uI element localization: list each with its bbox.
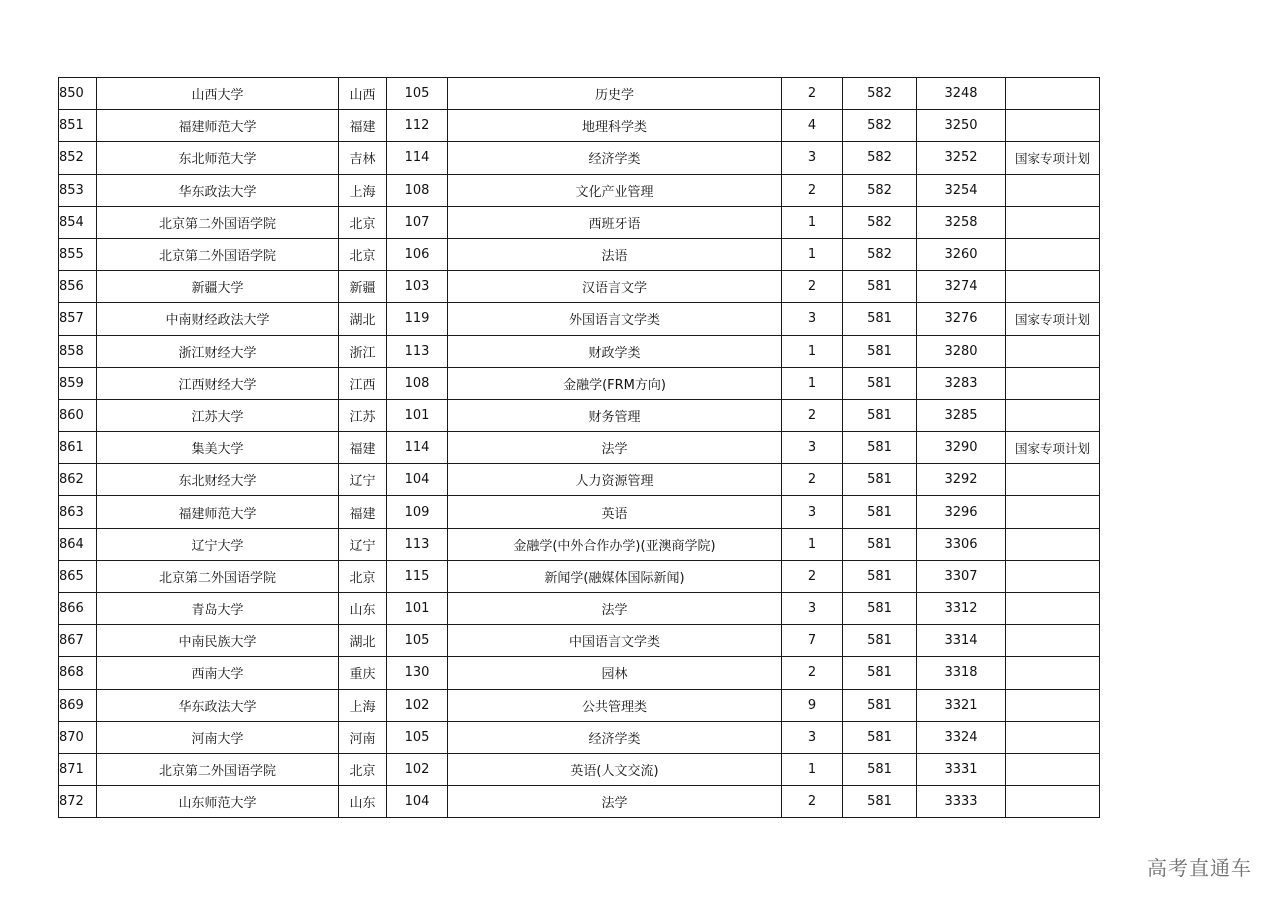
cell-plan: 2 — [782, 464, 843, 496]
cell-province: 福建 — [339, 496, 387, 528]
cell-major-code: 101 — [387, 399, 448, 431]
cell-major-code: 114 — [387, 432, 448, 464]
cell-school: 山西大学 — [97, 78, 339, 110]
cell-score: 581 — [843, 560, 917, 592]
cell-score: 581 — [843, 528, 917, 560]
cell-major-code: 114 — [387, 142, 448, 174]
cell-province: 上海 — [339, 689, 387, 721]
cell-score: 582 — [843, 238, 917, 270]
cell-note — [1006, 271, 1100, 303]
cell-plan: 1 — [782, 753, 843, 785]
cell-score: 581 — [843, 335, 917, 367]
cell-note — [1006, 657, 1100, 689]
cell-school: 北京第二外国语学院 — [97, 753, 339, 785]
cell-school: 青岛大学 — [97, 593, 339, 625]
cell-major-code: 104 — [387, 786, 448, 818]
cell-school: 华东政法大学 — [97, 689, 339, 721]
watermark-text: 高考直通车 — [1147, 856, 1252, 880]
cell-major-code: 106 — [387, 238, 448, 270]
cell-index: 868 — [59, 657, 97, 689]
cell-note — [1006, 238, 1100, 270]
cell-major: 人力资源管理 — [448, 464, 782, 496]
cell-school: 华东政法大学 — [97, 174, 339, 206]
cell-note: 国家专项计划 — [1006, 142, 1100, 174]
cell-province: 新疆 — [339, 271, 387, 303]
cell-plan: 3 — [782, 432, 843, 464]
cell-index: 872 — [59, 786, 97, 818]
cell-index: 856 — [59, 271, 97, 303]
cell-major: 外国语言文学类 — [448, 303, 782, 335]
cell-index: 858 — [59, 335, 97, 367]
cell-school: 福建师范大学 — [97, 496, 339, 528]
cell-score: 581 — [843, 303, 917, 335]
cell-school: 西南大学 — [97, 657, 339, 689]
cell-major: 财政学类 — [448, 335, 782, 367]
cell-major-code: 103 — [387, 271, 448, 303]
cell-rank: 3296 — [917, 496, 1006, 528]
table-row — [59, 335, 1100, 367]
cell-rank: 3307 — [917, 560, 1006, 592]
table-row — [59, 464, 1100, 496]
cell-rank: 3312 — [917, 593, 1006, 625]
table-row — [59, 753, 1100, 785]
cell-major-code: 102 — [387, 689, 448, 721]
cell-rank: 3258 — [917, 206, 1006, 238]
cell-rank: 3285 — [917, 399, 1006, 431]
cell-province: 河南 — [339, 721, 387, 753]
cell-rank: 3292 — [917, 464, 1006, 496]
table-row — [59, 78, 1100, 110]
cell-major: 经济学类 — [448, 142, 782, 174]
cell-index: 869 — [59, 689, 97, 721]
cell-score: 581 — [843, 432, 917, 464]
cell-rank: 3333 — [917, 786, 1006, 818]
cell-school: 山东师范大学 — [97, 786, 339, 818]
cell-plan: 2 — [782, 78, 843, 110]
cell-major-code: 105 — [387, 625, 448, 657]
cell-school: 江西财经大学 — [97, 367, 339, 399]
cell-rank: 3283 — [917, 367, 1006, 399]
cell-major: 西班牙语 — [448, 206, 782, 238]
cell-plan: 3 — [782, 142, 843, 174]
cell-note — [1006, 78, 1100, 110]
cell-note — [1006, 593, 1100, 625]
table-row — [59, 110, 1100, 142]
cell-plan: 2 — [782, 657, 843, 689]
table-row — [59, 142, 1100, 174]
cell-index: 857 — [59, 303, 97, 335]
table-row — [59, 721, 1100, 753]
cell-rank: 3314 — [917, 625, 1006, 657]
cell-plan: 1 — [782, 238, 843, 270]
cell-score: 581 — [843, 721, 917, 753]
cell-rank: 3260 — [917, 238, 1006, 270]
cell-note: 国家专项计划 — [1006, 432, 1100, 464]
cell-province: 湖北 — [339, 625, 387, 657]
cell-school: 北京第二外国语学院 — [97, 206, 339, 238]
cell-rank: 3331 — [917, 753, 1006, 785]
cell-score: 582 — [843, 206, 917, 238]
cell-major-code: 109 — [387, 496, 448, 528]
cell-school: 中南财经政法大学 — [97, 303, 339, 335]
cell-school: 东北师范大学 — [97, 142, 339, 174]
cell-index: 863 — [59, 496, 97, 528]
cell-province: 福建 — [339, 110, 387, 142]
table-row — [59, 689, 1100, 721]
cell-school: 浙江财经大学 — [97, 335, 339, 367]
cell-province: 江西 — [339, 367, 387, 399]
cell-school: 河南大学 — [97, 721, 339, 753]
cell-province: 湖北 — [339, 303, 387, 335]
cell-plan: 3 — [782, 593, 843, 625]
cell-score: 582 — [843, 110, 917, 142]
cell-index: 861 — [59, 432, 97, 464]
cell-plan: 2 — [782, 174, 843, 206]
cell-major: 英语(人文交流) — [448, 753, 782, 785]
cell-score: 581 — [843, 689, 917, 721]
cell-major: 园林 — [448, 657, 782, 689]
cell-major: 地理科学类 — [448, 110, 782, 142]
cell-province: 山东 — [339, 593, 387, 625]
cell-note — [1006, 496, 1100, 528]
cell-note — [1006, 786, 1100, 818]
cell-note — [1006, 753, 1100, 785]
cell-rank: 3274 — [917, 271, 1006, 303]
cell-index: 871 — [59, 753, 97, 785]
cell-index: 851 — [59, 110, 97, 142]
cell-major: 历史学 — [448, 78, 782, 110]
cell-plan: 2 — [782, 399, 843, 431]
cell-major: 文化产业管理 — [448, 174, 782, 206]
cell-major-code: 130 — [387, 657, 448, 689]
cell-major-code: 113 — [387, 335, 448, 367]
cell-score: 581 — [843, 271, 917, 303]
cell-school: 东北财经大学 — [97, 464, 339, 496]
cell-major: 公共管理类 — [448, 689, 782, 721]
cell-rank: 3290 — [917, 432, 1006, 464]
cell-score: 581 — [843, 399, 917, 431]
cell-school: 新疆大学 — [97, 271, 339, 303]
cell-note — [1006, 625, 1100, 657]
cell-index: 853 — [59, 174, 97, 206]
cell-note — [1006, 367, 1100, 399]
cell-rank: 3276 — [917, 303, 1006, 335]
cell-major-code: 115 — [387, 560, 448, 592]
cell-school: 集美大学 — [97, 432, 339, 464]
cell-note — [1006, 174, 1100, 206]
cell-major-code: 108 — [387, 367, 448, 399]
cell-rank: 3306 — [917, 528, 1006, 560]
cell-major-code: 113 — [387, 528, 448, 560]
cell-plan: 1 — [782, 206, 843, 238]
table-row — [59, 399, 1100, 431]
cell-province: 辽宁 — [339, 528, 387, 560]
cell-score: 582 — [843, 142, 917, 174]
cell-province: 辽宁 — [339, 464, 387, 496]
cell-school: 江苏大学 — [97, 399, 339, 431]
cell-major-code: 105 — [387, 78, 448, 110]
cell-score: 582 — [843, 174, 917, 206]
cell-score: 581 — [843, 786, 917, 818]
cell-index: 870 — [59, 721, 97, 753]
cell-index: 867 — [59, 625, 97, 657]
cell-major: 新闻学(融媒体国际新闻) — [448, 560, 782, 592]
cell-school: 中南民族大学 — [97, 625, 339, 657]
cell-major-code: 105 — [387, 721, 448, 753]
cell-index: 866 — [59, 593, 97, 625]
table-body — [59, 78, 1100, 818]
cell-province: 重庆 — [339, 657, 387, 689]
cell-province: 北京 — [339, 560, 387, 592]
cell-score: 581 — [843, 625, 917, 657]
cell-plan: 1 — [782, 335, 843, 367]
cell-rank: 3280 — [917, 335, 1006, 367]
cell-major-code: 101 — [387, 593, 448, 625]
cell-major: 英语 — [448, 496, 782, 528]
cell-rank: 3321 — [917, 689, 1006, 721]
cell-plan: 7 — [782, 625, 843, 657]
cell-rank: 3318 — [917, 657, 1006, 689]
cell-school: 福建师范大学 — [97, 110, 339, 142]
cell-plan: 1 — [782, 528, 843, 560]
cell-note — [1006, 721, 1100, 753]
cell-index: 865 — [59, 560, 97, 592]
cell-plan: 3 — [782, 303, 843, 335]
cell-major-code: 107 — [387, 206, 448, 238]
table-row — [59, 174, 1100, 206]
cell-rank: 3248 — [917, 78, 1006, 110]
cell-note — [1006, 335, 1100, 367]
cell-major: 金融学(中外合作办学)(亚澳商学院) — [448, 528, 782, 560]
cell-major: 汉语言文学 — [448, 271, 782, 303]
cell-plan: 2 — [782, 271, 843, 303]
cell-major: 经济学类 — [448, 721, 782, 753]
cell-province: 山东 — [339, 786, 387, 818]
cell-plan: 2 — [782, 560, 843, 592]
table-row — [59, 560, 1100, 592]
cell-plan: 1 — [782, 367, 843, 399]
admission-table — [58, 77, 1100, 818]
cell-index: 852 — [59, 142, 97, 174]
cell-major-code: 112 — [387, 110, 448, 142]
cell-major: 法学 — [448, 593, 782, 625]
cell-province: 北京 — [339, 238, 387, 270]
cell-school: 北京第二外国语学院 — [97, 560, 339, 592]
cell-score: 581 — [843, 593, 917, 625]
cell-score: 581 — [843, 464, 917, 496]
cell-major-code: 119 — [387, 303, 448, 335]
cell-province: 吉林 — [339, 142, 387, 174]
table-row — [59, 625, 1100, 657]
cell-note — [1006, 464, 1100, 496]
table-row — [59, 496, 1100, 528]
cell-score: 581 — [843, 657, 917, 689]
cell-rank: 3252 — [917, 142, 1006, 174]
cell-plan: 9 — [782, 689, 843, 721]
cell-province: 山西 — [339, 78, 387, 110]
cell-score: 582 — [843, 78, 917, 110]
cell-note: 国家专项计划 — [1006, 303, 1100, 335]
cell-index: 854 — [59, 206, 97, 238]
cell-index: 855 — [59, 238, 97, 270]
cell-province: 上海 — [339, 174, 387, 206]
table-row — [59, 432, 1100, 464]
cell-major: 财务管理 — [448, 399, 782, 431]
cell-rank: 3324 — [917, 721, 1006, 753]
table-row — [59, 593, 1100, 625]
cell-plan: 3 — [782, 496, 843, 528]
cell-index: 864 — [59, 528, 97, 560]
cell-note — [1006, 528, 1100, 560]
cell-school: 辽宁大学 — [97, 528, 339, 560]
table-row — [59, 657, 1100, 689]
cell-major-code: 108 — [387, 174, 448, 206]
table-row — [59, 206, 1100, 238]
cell-province: 江苏 — [339, 399, 387, 431]
cell-plan: 4 — [782, 110, 843, 142]
cell-plan: 2 — [782, 786, 843, 818]
table-row — [59, 271, 1100, 303]
cell-note — [1006, 110, 1100, 142]
cell-plan: 3 — [782, 721, 843, 753]
table-row — [59, 367, 1100, 399]
cell-major: 法学 — [448, 432, 782, 464]
cell-index: 862 — [59, 464, 97, 496]
cell-index: 850 — [59, 78, 97, 110]
cell-province: 北京 — [339, 753, 387, 785]
table-row — [59, 303, 1100, 335]
cell-score: 581 — [843, 753, 917, 785]
cell-score: 581 — [843, 496, 917, 528]
cell-rank: 3250 — [917, 110, 1006, 142]
table-row — [59, 528, 1100, 560]
cell-note — [1006, 689, 1100, 721]
cell-index: 860 — [59, 399, 97, 431]
cell-major: 中国语言文学类 — [448, 625, 782, 657]
table-row — [59, 238, 1100, 270]
cell-rank: 3254 — [917, 174, 1006, 206]
cell-note — [1006, 206, 1100, 238]
table-row — [59, 786, 1100, 818]
cell-index: 859 — [59, 367, 97, 399]
cell-school: 北京第二外国语学院 — [97, 238, 339, 270]
cell-major-code: 104 — [387, 464, 448, 496]
cell-major: 法语 — [448, 238, 782, 270]
cell-note — [1006, 560, 1100, 592]
cell-note — [1006, 399, 1100, 431]
cell-major: 法学 — [448, 786, 782, 818]
cell-province: 浙江 — [339, 335, 387, 367]
cell-province: 福建 — [339, 432, 387, 464]
cell-province: 北京 — [339, 206, 387, 238]
cell-score: 581 — [843, 367, 917, 399]
cell-major-code: 102 — [387, 753, 448, 785]
cell-major: 金融学(FRM方向) — [448, 367, 782, 399]
